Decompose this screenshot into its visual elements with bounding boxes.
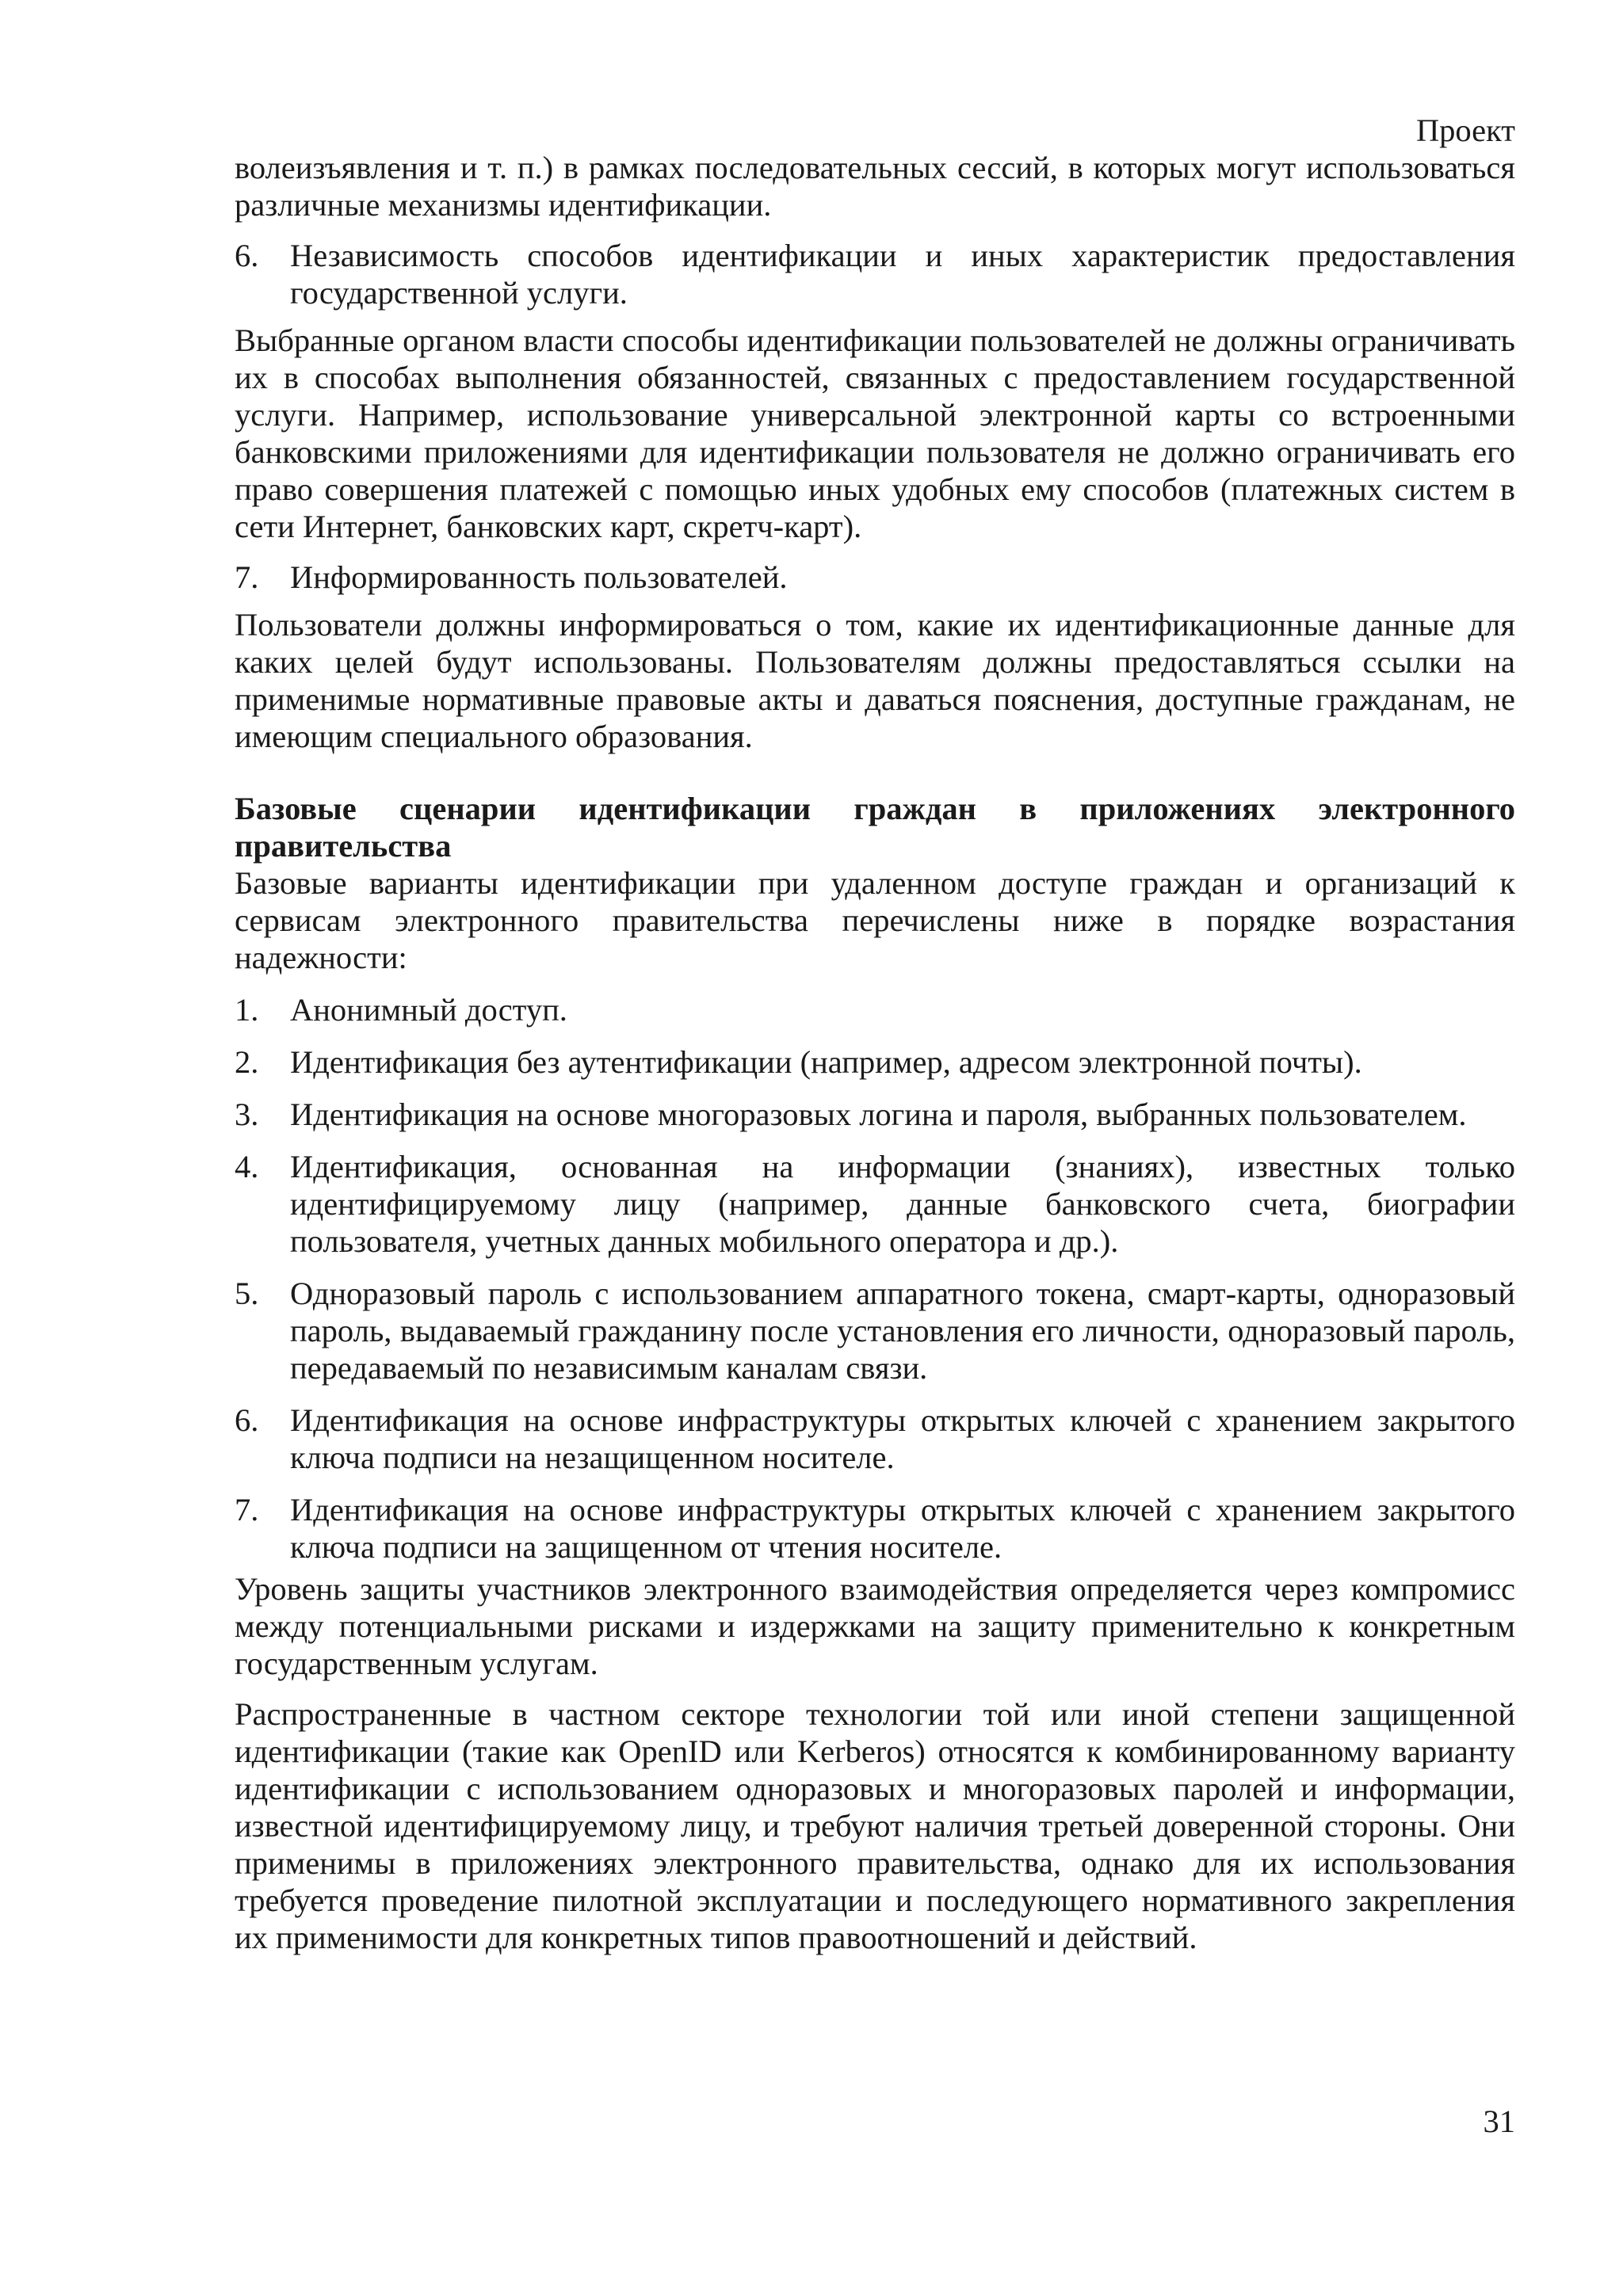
list-item [235,991,1515,1028]
continued-paragraph: волеизъявления и т. п.) в рамках последовательных сессий, в которых могут использоваться различные механизмы идентификации. [235,150,1515,223]
section-intro: Базовые варианты идентификации при удаленном доступе граждан и организаций к сервисам электронного правительства перечислены ниже в порядке возрастания надежности: [235,865,1515,975]
list-item [235,237,1515,311]
list-item [235,1148,1515,1260]
list-item-number: 7. [235,1492,259,1527]
list-item-number: 6. [235,238,259,273]
list-item [235,1491,1515,1566]
list-item-text: Идентификация без аутентификации (например, адресом электронной почты). [290,1044,1362,1080]
list-item-text: Идентификация на основе инфраструктуры открытых ключей с хранением закрытого ключа подписи на защищенном от чтения носителе. [290,1492,1515,1565]
paragraph: Пользователи должны информироваться о том, какие их идентификационные данные для каких целей будут использованы. Пользователям должны предоставляться ссылки на применимые нормативные правовые акты и даваться пояснения, доступные гражданам, не имеющим специального образования. [235,607,1515,754]
list-item-number: 1. [235,992,259,1028]
list-item-text: Идентификация, основанная на информации (знаниях), известных только идентифицируемому лицу (например, данные банковского счета, биографии пользователя, учетных данных мобильного оператора и др.). [290,1149,1515,1259]
list-item-text: Независимость способов идентификации и иных характеристик предоставления государственной услуги. [290,238,1515,311]
list-item-text: Информированность пользователей. [290,559,788,595]
list-item-number: 4. [235,1149,259,1184]
list-item-number: 3. [235,1097,259,1132]
list-item-number: 2. [235,1044,259,1080]
section-heading: Базовые сценарии идентификации граждан в приложениях электронного правительства [235,791,1515,864]
list-item-text: Идентификация на основе многоразовых логина и пароля, выбранных пользователем. [290,1097,1467,1132]
document-body [235,149,1515,1970]
list-item [235,1402,1515,1476]
page-number: 31 [1483,2103,1515,2139]
numbered-list [235,991,1515,1566]
paragraph: Распространенные в частном секторе технологии той или иной степени защищенной идентификации (такие как OpenID или Kerberos) относятся к комбинированному варианту идентификации с использованием одноразовых и многоразовых паролей и информации, известной идентифицируемому лицу, и требуют наличия третьей доверенной стороны. Они применимы в приложениях электронного правительства, однако для их использования требуется проведение пилотной эксплуатации и последующего нормативного закрепления их применимости для конкретных типов правоотношений и действий. [235,1696,1515,1955]
list-item-text: Идентификация на основе инфраструктуры открытых ключей с хранением закрытого ключа подписи на незащищенном носителе. [290,1402,1515,1475]
paragraph: Выбранные органом власти способы идентификации пользователей не должны ограничивать их в способах выполнения обязанностей, связанных с предоставлением государственной услуги. Например, использование универсальной электронной карты со встроенными банковскими приложениями для идентификации пользователя не должно ограничивать его право совершения платежей с помощью иных удобных ему способов (платежных систем в сети Интернет, банковских карт, скретч-карт). [235,322,1515,544]
list-item-text: Одноразовый пароль с использованием аппаратного токена, смарт-карты, одноразовый пароль, выдаваемый гражданину после установления его личности, одноразовый пароль, передаваемый по независимым каналам связи. [290,1276,1515,1386]
paragraph: Уровень защиты участников электронного взаимодействия определяется через компромисс между потенциальными рисками и издержками на защиту применительно к конкретным государственным услугам. [235,1571,1515,1681]
list-item-number: 7. [235,559,259,595]
list-item-number: 5. [235,1276,259,1311]
list-item-number: 6. [235,1402,259,1438]
list-item [235,559,1515,596]
list-item [235,1043,1515,1081]
list-item [235,1096,1515,1133]
document-header-label: Проект [1415,113,1515,148]
list-item [235,1275,1515,1386]
list-item-text: Анонимный доступ. [290,992,567,1028]
